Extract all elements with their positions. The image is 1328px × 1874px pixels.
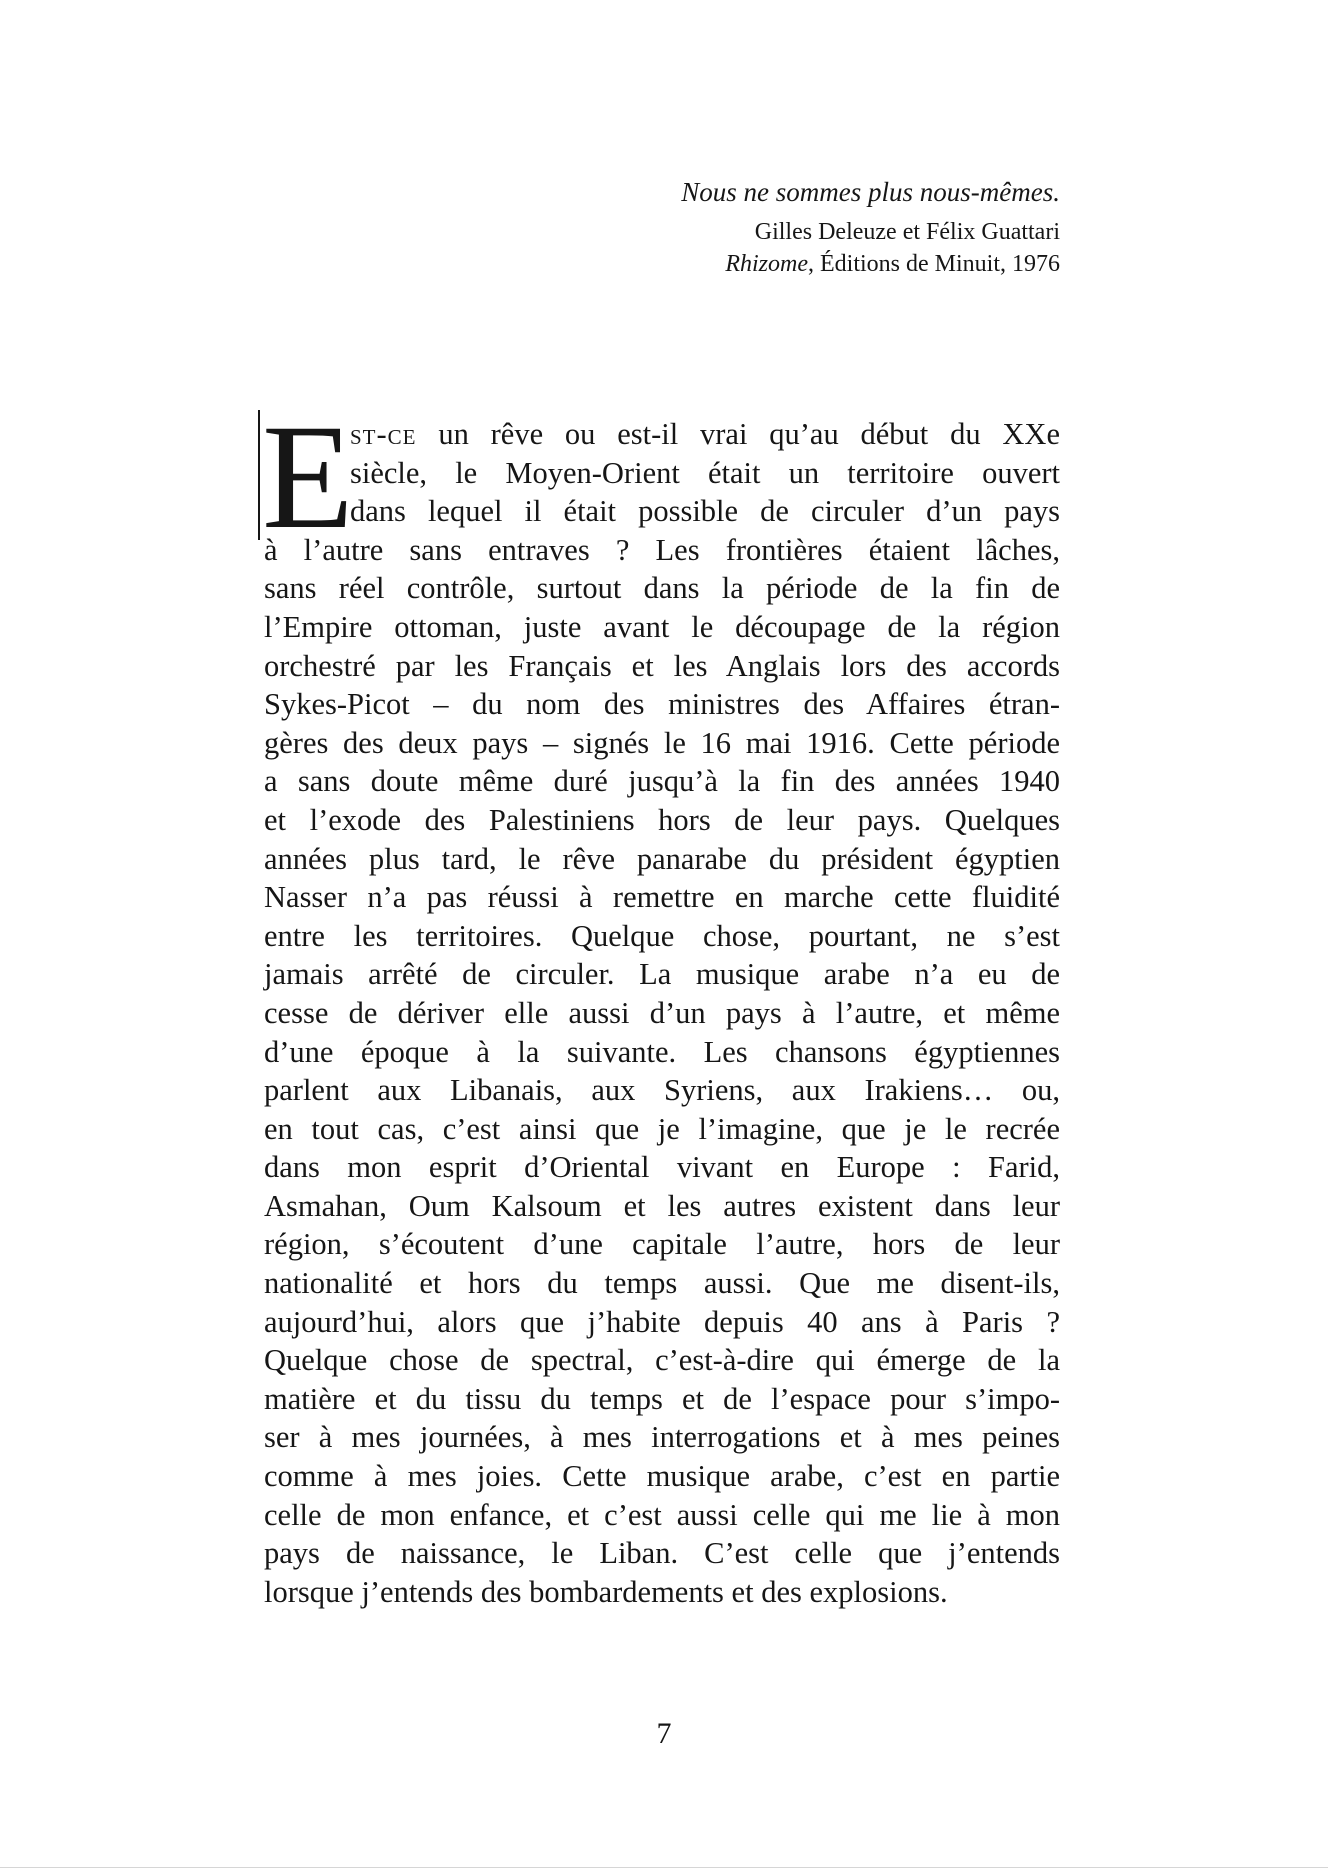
- text-line: orchestré par les Français et les Anglais lors des accords: [264, 648, 1060, 683]
- body-paragraph: [264, 415, 1060, 1611]
- text-line: dans lequel il était possible de circuler d’un pays: [350, 494, 1060, 529]
- text-line: matière et du tissu du temps et de l’espace pour s’impo-: [264, 1381, 1060, 1416]
- text-line: celle de mon enfance, et c’est aussi celle qui me lie à mon: [264, 1497, 1060, 1532]
- text-line: lorsque j’entends des bombardements et des explosions.: [264, 1574, 948, 1609]
- text-line: siècle, le Moyen-Orient était un territoire ouvert: [350, 455, 1060, 490]
- text-line: années plus tard, le rêve panarabe du président égyptien: [264, 841, 1060, 876]
- text-line: ser à mes journées, à mes interrogations et à mes peines: [264, 1420, 1060, 1455]
- bottom-divider: [0, 1867, 1328, 1868]
- epigraph-author: Gilles Deleuze et Félix Guattari: [754, 219, 1060, 245]
- text-line: Sykes-Picot – du nom des ministres des Affaires étran-: [264, 687, 1060, 722]
- text-line: parlent aux Libanais, aux Syriens, aux Irakiens… ou,: [264, 1073, 1060, 1108]
- epigraph-publisher: , Éditions de Minuit, 1976: [808, 251, 1060, 277]
- text-line: d’une époque à la suivante. Les chansons égyptiennes: [264, 1034, 1060, 1069]
- text-line: entre les territoires. Quelque chose, pourtant, ne s’est: [264, 918, 1060, 953]
- text-line: l’Empire ottoman, juste avant le découpage de la région: [264, 609, 1060, 644]
- drop-cap-rule: [258, 410, 260, 540]
- text-line: nationalité et hors du temps aussi. Que me disent-ils,: [264, 1266, 1060, 1301]
- text-line: pays de naissance, le Liban. C’est celle que j’entends: [264, 1536, 1060, 1571]
- text-line: jamais arrêté de circuler. La musique arabe n’a eu de: [264, 957, 1060, 992]
- text-line: Asmahan, Oum Kalsoum et les autres existent dans leur: [264, 1188, 1060, 1223]
- drop-cap-letter: E: [262, 394, 354, 560]
- epigraph-source: [360, 248, 1060, 280]
- epigraph: [360, 172, 1060, 280]
- text-line: Quelque chose de spectral, c’est-à-dire qui émerge de la: [264, 1343, 1060, 1378]
- text-line: cesse de dériver elle aussi d’un pays à l’autre, et même: [264, 995, 1060, 1030]
- page-number: 7: [656, 1717, 672, 1750]
- text-line: dans mon esprit d’Oriental vivant en Europe : Farid,: [264, 1150, 1060, 1185]
- text-line: en tout cas, c’est ainsi que je l’imagine, que je le recrée: [264, 1111, 1060, 1146]
- text-line: et l’exode des Palestiniens hors de leur pays. Quelques: [264, 802, 1060, 837]
- text-line: aujourd’hui, alors que j’habite depuis 40 ans à Paris ?: [264, 1304, 1060, 1339]
- text-line: à l’autre sans entraves ? Les frontières étaient lâches,: [264, 532, 1060, 567]
- small-caps-opening: st-ce: [350, 417, 417, 451]
- text-line: comme à mes joies. Cette musique arabe, c’est en partie: [264, 1459, 1060, 1494]
- text-line: st-ce un rêve ou est-il vrai qu’au début du XXe: [350, 417, 1060, 451]
- text-line: gères des deux pays – signés le 16 mai 1916. Cette période: [264, 725, 1060, 760]
- text-line: région, s’écoutent d’une capitale l’autre, hors de leur: [264, 1227, 1060, 1262]
- text-line: a sans doute même duré jusqu’à la fin des années 1940: [264, 764, 1060, 799]
- text-line: sans réel contrôle, surtout dans la période de la fin de: [264, 571, 1060, 606]
- text-line: Nasser n’a pas réussi à remettre en marche cette fluidité: [264, 880, 1060, 915]
- epigraph-quote: Nous ne sommes plus nous-mêmes.: [681, 177, 1060, 207]
- epigraph-book-title: Rhizome: [725, 251, 808, 277]
